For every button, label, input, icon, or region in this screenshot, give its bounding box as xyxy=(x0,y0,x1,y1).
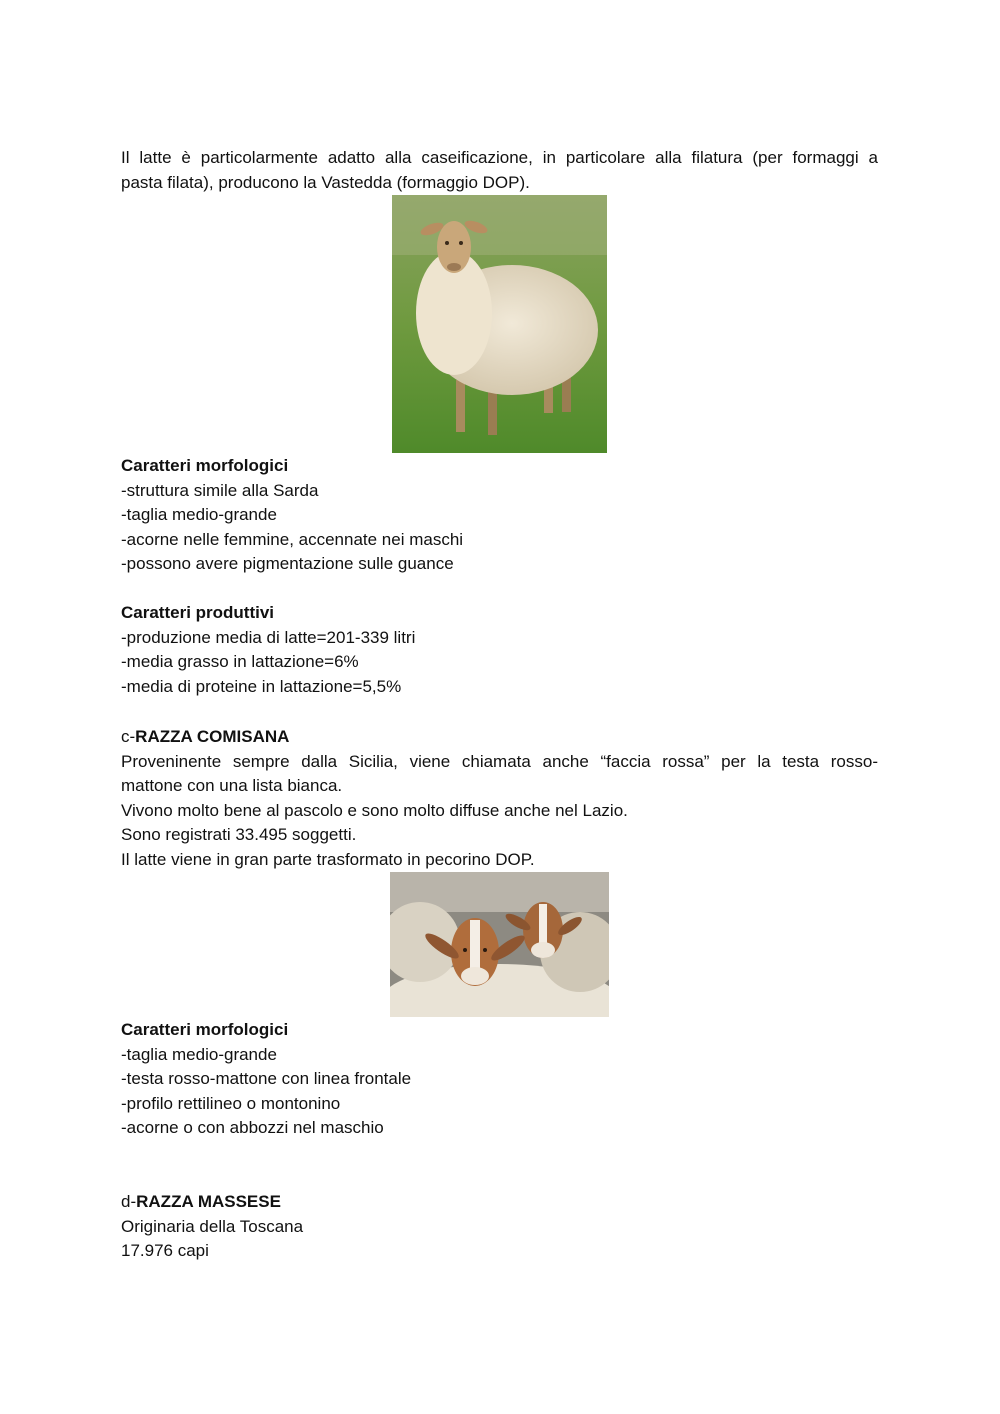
intro-line-2: pasta filata), producono la Vastedda (formaggio DOP). xyxy=(121,172,530,192)
section-c-morph xyxy=(121,1018,878,1141)
morph-heading-b: Caratteri morfologici xyxy=(121,456,289,475)
section-d-heading xyxy=(121,1190,878,1215)
section-b xyxy=(121,454,878,724)
spacer xyxy=(121,699,878,724)
section-c-desc-2: mattone con una lista bianca. xyxy=(121,776,343,795)
section-c-desc-3: Vivono molto bene al pascolo e sono molto diffuse anche nel Lazio. xyxy=(121,800,628,820)
comisana-sheep-photo xyxy=(390,872,609,1017)
section-c-desc-4: Sono registrati 33.495 soggetti. xyxy=(121,825,357,844)
prod-item-b-2: -media grasso in lattazione=6% xyxy=(121,652,359,671)
morph-item-c-1: -taglia medio-grande xyxy=(121,1044,277,1064)
morph-item-b-4: -possono avere pigmentazione sulle guance xyxy=(121,554,454,573)
prod-item-b-3: -media di proteine in lattazione=5,5% xyxy=(121,676,402,696)
section-d-prefix: d- xyxy=(121,1192,137,1211)
section-c-heading xyxy=(121,725,878,750)
section-d-title: RAZZA MASSESE xyxy=(136,1192,281,1211)
section-c-desc-5: Il latte viene in gran parte trasformato in pecorino DOP. xyxy=(121,849,535,869)
section-c-title: RAZZA COMISANA xyxy=(135,727,290,746)
section-c-prefix: c- xyxy=(121,727,136,746)
morph-heading-c: Caratteri morfologici xyxy=(121,1020,289,1039)
morph-item-c-3: -profilo rettilineo o montonino xyxy=(121,1093,341,1113)
morph-item-b-1: -struttura simile alla Sarda xyxy=(121,480,319,500)
morph-item-c-2: -testa rosso-mattone con linea frontale xyxy=(121,1069,412,1088)
section-c-desc-1: Proveninente sempre dalla Sicilia, viene chiamata anche “faccia rossa” per la testa rosso- xyxy=(121,751,878,771)
section-d xyxy=(121,1190,878,1264)
sheep-photo xyxy=(392,195,607,453)
spacer xyxy=(121,577,878,602)
section-d-line-2: 17.976 capi xyxy=(121,1241,209,1260)
morph-item-b-3: -acorne nelle femmine, accennate nei maschi xyxy=(121,529,464,549)
intro-line-1: Il latte è particolarmente adatto alla caseificazione, in particolare alla filatura (per formaggi a xyxy=(121,148,878,167)
section-d-line-1: Originaria della Toscana xyxy=(121,1216,304,1236)
morph-item-b-2: -taglia medio-grande xyxy=(121,505,277,524)
section-c xyxy=(121,725,878,872)
intro-paragraph xyxy=(121,146,878,195)
prod-item-b-1: -produzione media di latte=201-339 litri xyxy=(121,627,416,647)
prod-heading-b: Caratteri produttivi xyxy=(121,603,275,622)
morph-item-c-4: -acorne o con abbozzi nel maschio xyxy=(121,1118,384,1137)
